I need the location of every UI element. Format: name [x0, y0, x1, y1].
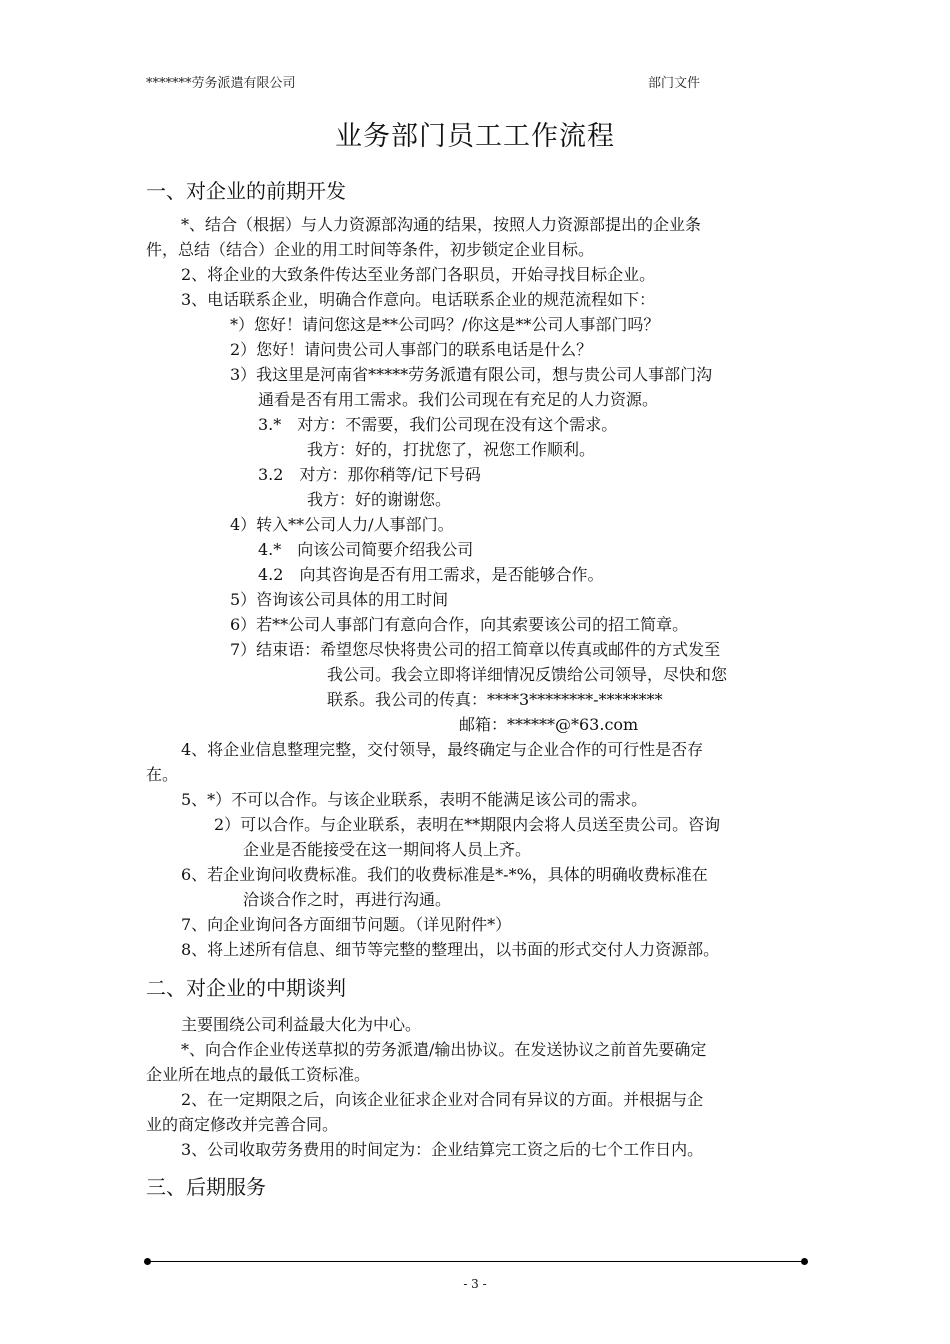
page-title: 业务部门员工工作流程 — [335, 121, 615, 152]
paragraph: *、向合作企业传送草拟的劳务派遣/输出协议。在发送协议之前首先要确定 — [181, 1040, 707, 1059]
footer-divider — [148, 1261, 804, 1262]
list-item: 2）您好！请问贵公司人事部门的联系电话是什么？ — [230, 340, 593, 359]
paragraph: 主要围绕公司利益最大化为中心。 — [181, 1015, 422, 1034]
header-doc-type: 部门文件 — [648, 76, 701, 91]
list-item: 5）咨询该公司具体的用工时间 — [230, 590, 449, 609]
section-heading-2: 二、对企业的中期谈判 — [146, 976, 346, 1000]
paragraph: 8、将上述所有信息、细节等完整的整理出，以书面的形式交付人力资源部。 — [181, 940, 720, 959]
header-company: *******劳务派遣有限公司 — [146, 76, 296, 91]
paragraph: 6、若企业询问收费标准。我们的收费标准是*-*%，具体的明确收费标准在 — [181, 865, 708, 884]
list-item: 3）我这里是河南省*****劳务派遣有限公司，想与贵公司人事部门沟 — [230, 365, 713, 384]
paragraph: 2）可以合作。与企业联系，表明在**期限内会将人员送至贵公司。咨询 — [214, 815, 721, 834]
list-item: 3.2 对方：那你稍等/记下号码 — [258, 465, 481, 484]
list-item: 6）若**公司人事部门有意向合作，向其索要该公司的招工简章。 — [230, 615, 689, 634]
paragraph: 7、向企业询问各方面细节问题。（详见附件*） — [181, 915, 512, 934]
list-item: 我方：好的谢谢您。 — [307, 490, 452, 509]
paragraph: 4、将企业信息整理完整，交付领导，最终确定与企业合作的可行性是否存 — [181, 740, 704, 759]
divider-dot — [144, 1258, 151, 1265]
list-item: 4.* 向该公司简要介绍我公司 — [258, 540, 474, 559]
paragraph: 在。 — [146, 765, 179, 784]
list-item: 我公司。我会立即将详细情况反馈给公司领导，尽快和您 — [327, 665, 728, 684]
list-item: 联系。我公司的传真：****3********-******** — [327, 690, 663, 709]
list-item: 4.2 向其咨询是否有用工需求，是否能够合作。 — [258, 565, 604, 584]
paragraph: 2、在一定期限之后，向该企业征求企业对合同有异议的方面。并根据与企 — [181, 1090, 704, 1109]
divider-dot — [801, 1258, 808, 1265]
page-number: - 3 - — [463, 1277, 487, 1291]
list-item: 4）转入**公司人力/人事部门。 — [230, 515, 454, 534]
section-heading-1: 一、对企业的前期开发 — [146, 179, 346, 203]
list-item: 我方：好的，打扰您了，祝您工作顺利。 — [307, 440, 596, 459]
list-item: *）您好！请问您这是**公司吗？/你这是**公司人事部门吗？ — [230, 315, 660, 334]
paragraph: 业的商定修改并完善合同。 — [146, 1115, 339, 1134]
section-heading-3: 三、后期服务 — [146, 1175, 266, 1199]
paragraph: 企业所在地点的最低工资标准。 — [146, 1065, 371, 1084]
paragraph: 企业是否能接受在这一期间将人员上齐。 — [243, 840, 532, 859]
list-item: 3.* 对方：不需要，我们公司现在没有这个需求。 — [258, 415, 618, 434]
paragraph: 洽谈合作之时，再进行沟通。 — [243, 890, 452, 909]
list-item: 邮箱：******@*63.com — [459, 715, 639, 734]
paragraph: *、结合（根据）与人力资源部沟通的结果，按照人力资源部提出的企业条 — [181, 215, 702, 234]
paragraph: 3、公司收取劳务费用的时间定为：企业结算完工资之后的七个工作日内。 — [181, 1140, 704, 1159]
paragraph: 件，总结（结合）企业的用工时间等条件，初步锁定企业目标。 — [146, 240, 595, 259]
paragraph: 3、电话联系企业，明确合作意向。电话联系企业的规范流程如下： — [181, 290, 656, 309]
paragraph: 5、*）不可以合作。与该企业联系，表明不能满足该公司的需求。 — [181, 790, 648, 809]
list-item: 7）结束语：希望您尽快将贵公司的招工简章以传真或邮件的方式发至 — [230, 640, 721, 659]
list-item: 通看是否有用工需求。我们公司现在有充足的人力资源。 — [258, 390, 659, 409]
paragraph: 2、将企业的大致条件传达至业务部门各职员，开始寻找目标企业。 — [181, 265, 656, 284]
